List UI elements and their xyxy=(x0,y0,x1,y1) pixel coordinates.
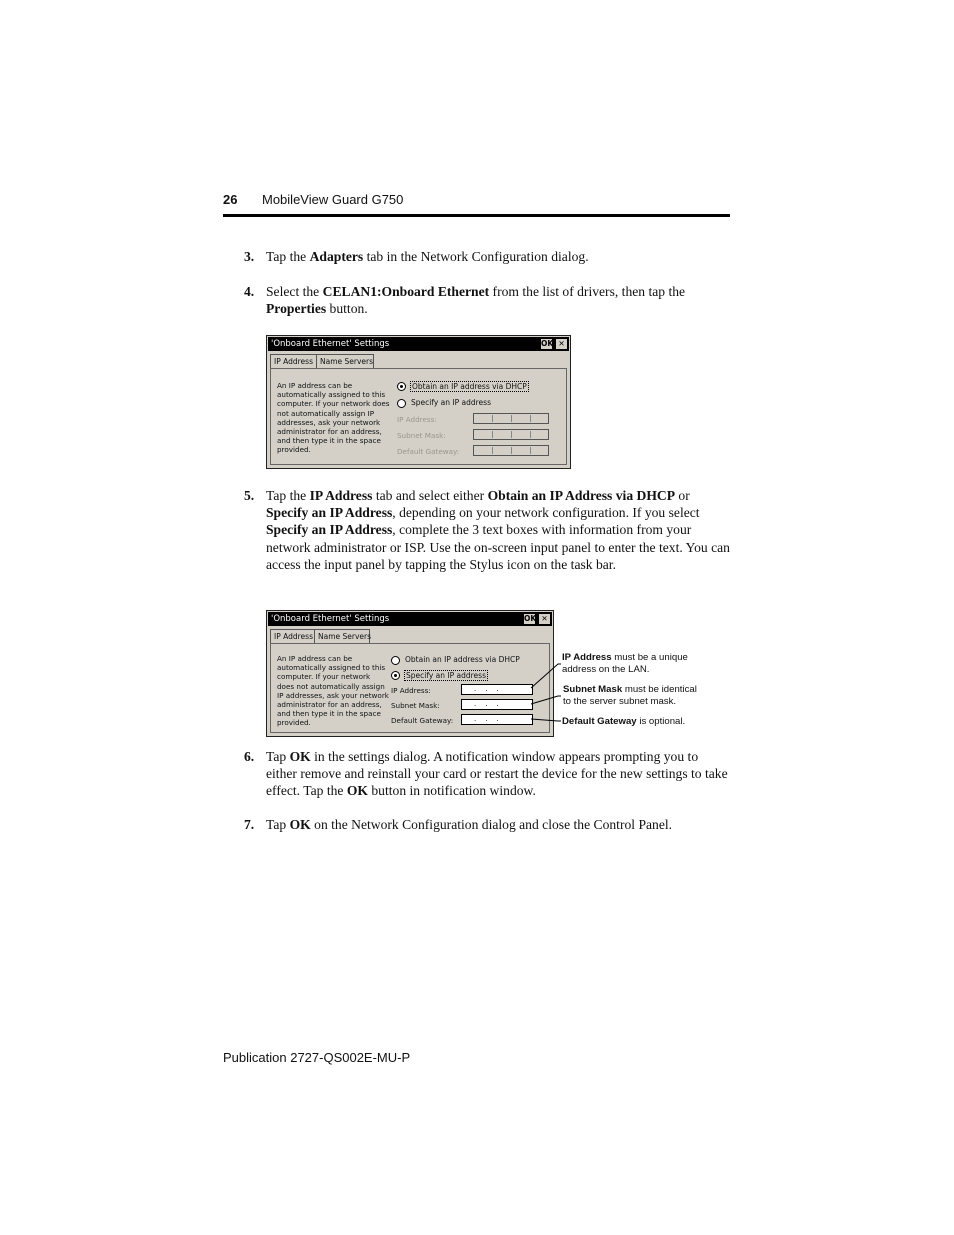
description-text: An IP address can be automatically assigned to this computer. If your network does not automatically assign IP addresses, ask your network administrator for an address, and then type it in the space provided. xyxy=(277,381,390,455)
radio-specify-label: Specify an IP address xyxy=(411,398,491,407)
step-number: 5. xyxy=(244,488,255,503)
step-text-run: tab in the Network Configuration dialog. xyxy=(363,249,589,264)
ip-address-label: IP Address: xyxy=(391,686,431,695)
gateway-leader-line xyxy=(531,719,561,721)
step-bold-term: Specify an IP Address xyxy=(266,505,393,521)
subnet-mask-input[interactable]: ... xyxy=(461,699,533,710)
step-text-run: tab and select either xyxy=(372,488,488,503)
step-text-run: or xyxy=(675,488,690,503)
step-number: 4. xyxy=(244,284,255,299)
step-number: 3. xyxy=(244,249,255,264)
step-bold-term: CELAN1:Onboard Ethernet xyxy=(322,284,490,299)
ip-address-label: IP Address: xyxy=(397,415,437,424)
description-text: An IP address can be automatically assigned to this computer. If your network does not automatically assign IP addresses, ask your network administrator for an address, and then type it in the space provided. xyxy=(277,654,389,728)
step-text-run: from the list of drivers, then tap the xyxy=(489,284,686,299)
step-text-run: Tap xyxy=(266,817,290,832)
callout-subnet-mask xyxy=(563,684,703,708)
callout-gateway-text: is optional. xyxy=(636,716,686,727)
step-text-run: Tap the xyxy=(266,249,310,264)
ok-button[interactable]: OK xyxy=(524,614,537,623)
step-text-run: button in notification window. xyxy=(367,783,536,799)
running-header-title: MobileView Guard G750 xyxy=(262,192,404,207)
callout-default-gateway xyxy=(562,716,712,728)
step-bold-term: OK xyxy=(289,817,311,832)
radio-dhcp-label: Obtain an IP address via DHCP xyxy=(405,655,520,664)
page-number: 26 xyxy=(223,192,238,207)
ip-address-input[interactable]: ... xyxy=(461,684,533,695)
tab-ip-address[interactable]: IP Address xyxy=(270,629,316,643)
step-text-run: on the Network Configuration dialog and close the Control Panel. xyxy=(310,817,673,832)
default-gateway-input[interactable]: ... xyxy=(461,714,533,725)
dialog-title: 'Onboard Ethernet' Settings xyxy=(271,614,390,624)
subnet-mask-label: Subnet Mask: xyxy=(397,431,446,440)
step-bold-term: IP Address xyxy=(309,488,373,503)
step-bold-term: OK xyxy=(289,749,311,764)
radio-specify-label: Specify an IP address xyxy=(406,671,486,680)
callout-gateway-bold: Default Gateway xyxy=(562,716,637,727)
tab-name-servers[interactable]: Name Servers xyxy=(314,629,370,643)
dialog-title: 'Onboard Ethernet' Settings xyxy=(271,339,390,349)
subnet-mask-label: Subnet Mask: xyxy=(391,701,440,710)
step-bold-term: Properties xyxy=(266,301,327,317)
step-text-run: Tap xyxy=(266,749,290,764)
step-bold-term: Obtain an IP Address via DHCP xyxy=(487,488,676,503)
default-gateway-label: Default Gateway: xyxy=(397,447,460,456)
step-text-run: Select the xyxy=(266,284,323,299)
tab-name-servers[interactable]: Name Servers xyxy=(316,354,374,368)
close-icon[interactable]: ✕ xyxy=(538,613,551,625)
step-text-run: in the settings dialog. A notification window appears prompting you to either remove and reinstall your card or restart the device for the new settings to take effect. Tap the xyxy=(266,749,728,799)
callout-subnet-bold: Subnet Mask xyxy=(563,684,623,695)
step-text-run: Tap the xyxy=(266,488,310,503)
step-number: 6. xyxy=(244,749,255,764)
step-text-run: , depending on your network configuration. If you select xyxy=(392,505,700,521)
callout-ip-bold: IP Address xyxy=(562,652,612,663)
step-bold-term: Adapters xyxy=(309,249,364,264)
step-number: 7. xyxy=(244,817,255,832)
close-icon[interactable]: ✕ xyxy=(555,338,568,350)
step-text-run: , complete the 3 text boxes with information from your network administrator or ISP. Use the on-screen input panel to enter the text. You can access the input panel by tapping the Stylus icon on the task bar. xyxy=(266,522,730,572)
callout-ip-text: must be a unique address on the LAN. xyxy=(562,652,688,675)
ip-leader-line xyxy=(531,664,561,688)
step-bold-term: OK xyxy=(346,783,368,799)
callout-subnet-text: must be identical to the server subnet mask. xyxy=(563,684,697,707)
radio-dhcp-label: Obtain an IP address via DHCP xyxy=(412,382,527,391)
subnet-leader-line xyxy=(531,696,561,704)
step-bold-term: Specify an IP Address xyxy=(266,522,393,538)
publication-footer: Publication 2727-QS002E-MU-P xyxy=(223,1050,411,1065)
callout-ip-address xyxy=(562,652,702,676)
tab-ip-address[interactable]: IP Address xyxy=(270,354,318,368)
step-text-run: button. xyxy=(326,301,368,317)
default-gateway-label: Default Gateway: xyxy=(391,716,454,725)
ok-button[interactable]: OK xyxy=(541,339,554,348)
